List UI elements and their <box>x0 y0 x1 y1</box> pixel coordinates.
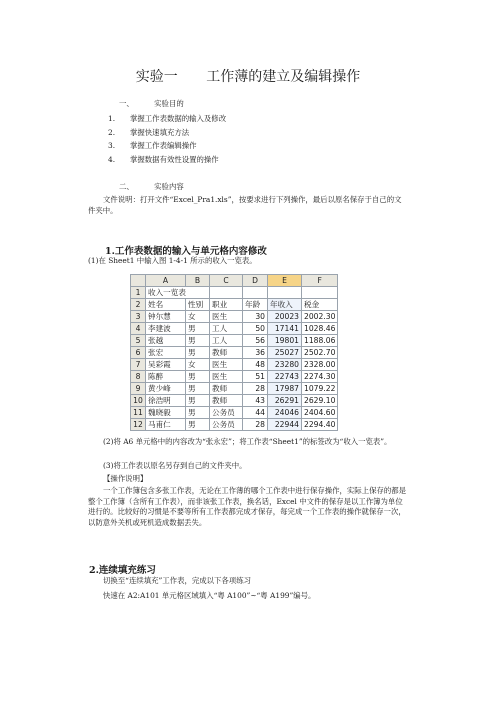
title-part2: 工作薄的建立及编辑操作 <box>206 69 361 85</box>
step3-text: (3)将工作表以原名另存到自己的文件夹中。 <box>103 461 247 470</box>
section1-heading-text: 实验目的 <box>154 99 184 108</box>
table-cell: 2328.00 <box>302 359 338 371</box>
table-cell: 张宏 <box>146 347 186 359</box>
part2-line2: 快速在 A2:A101 单元格区域填入“粤 A100”~“粤 A199”编号。 <box>103 591 316 600</box>
table-cell: 17141 <box>268 323 302 335</box>
file-description: 文件说明：打开文件“Excel_Pra1.xls”，按要求进行下列操作，最后以原名保存于自己的文件夹中。 <box>88 195 402 215</box>
table-cell: 教师 <box>210 347 243 359</box>
part2-line1: 切换至“连续填充”工作表，完成以下各项练习 <box>103 576 251 585</box>
table-cell: 李建波 <box>146 323 186 335</box>
table-cell: 男 <box>186 407 210 419</box>
table-cell: 1028.46 <box>302 323 338 335</box>
objective-list <box>108 114 226 168</box>
table-cell: 2002.30 <box>302 311 338 323</box>
table-cell: 1188.06 <box>302 335 338 347</box>
list-item: 2. 掌握快速填充方法 <box>108 127 190 137</box>
table-cell: 2294.40 <box>302 419 338 431</box>
table-cell: 51 <box>243 371 268 383</box>
table-cell: 职业 <box>210 299 243 311</box>
table-cell: 1079.22 <box>302 383 338 395</box>
section2-heading <box>119 182 184 192</box>
list-item: 4. 掌握数据有效性设置的操作 <box>108 154 219 164</box>
table-cell: 姓名 <box>146 299 186 311</box>
table-cell: 2404.60 <box>302 407 338 419</box>
table-cell: 年收入 <box>268 299 302 311</box>
table-cell: 黄少峰 <box>146 383 186 395</box>
table-cell: 医生 <box>210 311 243 323</box>
table-row <box>131 383 338 395</box>
row-header: 6 <box>131 347 146 359</box>
table-row <box>131 311 338 323</box>
table-cell: 30 <box>243 311 268 323</box>
table-row <box>131 395 338 407</box>
row-header: 9 <box>131 383 146 395</box>
list-item: 3. 掌握工作表编辑操作 <box>108 141 197 150</box>
table-cell-empty <box>210 287 243 299</box>
table-cell: 25027 <box>268 347 302 359</box>
spreadsheet <box>130 274 338 431</box>
table-cell: 20023 <box>268 311 302 323</box>
sheet-corner <box>131 275 146 287</box>
table-cell-empty <box>268 287 302 299</box>
row-header: 8 <box>131 371 146 383</box>
step2-text: (2)将 A6 单元格中的内容改为“张永宏”；将工作表“Sheet1”的标签改为“收入一览表”。 <box>103 437 392 446</box>
table-cell: 36 <box>243 347 268 359</box>
table-cell: 男 <box>186 395 210 407</box>
table-row <box>131 299 338 311</box>
table-cell: 28 <box>243 383 268 395</box>
row-header: 4 <box>131 323 146 335</box>
table-cell: 年龄 <box>243 299 268 311</box>
table-cell: 收入一览表 <box>146 287 210 299</box>
table-cell: 医生 <box>210 371 243 383</box>
table-cell: 28 <box>243 419 268 431</box>
table-cell: 50 <box>243 323 268 335</box>
table-cell: 张越 <box>146 335 186 347</box>
table-cell-empty <box>302 287 338 299</box>
table-row <box>131 419 338 431</box>
table-row <box>131 335 338 347</box>
table-cell: 工人 <box>210 323 243 335</box>
table-cell: 23280 <box>268 359 302 371</box>
row-header: 2 <box>131 299 146 311</box>
note-text: 一个工作簿包含多张工作表，无论在工作薄的哪个工作表中进行保存操作，实际上保存的都是整个工作簿（含所有工作表），而非该张工作表，换名话，Excel 中文件的保存是以工作簿为单位进行的。比较好的习惯是不要等所有工作表都完成才保存，每完成一个工作表的操作就保存一次，以防意外关机或死机造成数据丢失。 <box>88 486 407 527</box>
part2-heading: 2.连续填充练习 <box>89 565 156 576</box>
section2-heading-text: 实验内容 <box>154 182 184 191</box>
table-cell: 22743 <box>268 371 302 383</box>
table-cell: 陈醉 <box>146 371 186 383</box>
table-cell: 公务员 <box>210 419 243 431</box>
step1-text: (1)在 Sheet1 中输入图 1-4-1 所示的收入一览表。 <box>88 256 257 265</box>
section1-heading-num: 一、 <box>119 99 134 108</box>
table-cell: 马甫仁 <box>146 419 186 431</box>
table-cell: 2502.70 <box>302 347 338 359</box>
table-row <box>131 371 338 383</box>
table-cell: 2629.10 <box>302 395 338 407</box>
table-cell: 43 <box>243 395 268 407</box>
table-cell: 男 <box>186 323 210 335</box>
row-header: 3 <box>131 311 146 323</box>
table-cell: 24046 <box>268 407 302 419</box>
table-cell: 钟尔慧 <box>146 311 186 323</box>
row-header: 7 <box>131 359 146 371</box>
table-cell: 徐浩明 <box>146 395 186 407</box>
table-cell: 男 <box>186 419 210 431</box>
column-header-selected: E <box>268 275 302 287</box>
table-cell: 19801 <box>268 335 302 347</box>
row-header: 12 <box>131 419 146 431</box>
table-cell: 48 <box>243 359 268 371</box>
table-cell: 男 <box>186 383 210 395</box>
table-cell: 男 <box>186 371 210 383</box>
table-cell: 魏晓毅 <box>146 407 186 419</box>
part1-heading: 1.工作表数据的输入与单元格内容修改 <box>105 246 267 257</box>
table-row <box>131 407 338 419</box>
table-cell-empty <box>243 287 268 299</box>
table-cell: 教师 <box>210 395 243 407</box>
list-item: 1. 掌握工作表数据的输入及修改 <box>108 114 227 123</box>
table-cell: 税金 <box>302 299 338 311</box>
table-cell: 56 <box>243 335 268 347</box>
column-header: C <box>210 275 243 287</box>
table-cell: 17987 <box>268 383 302 395</box>
table-row <box>131 359 338 371</box>
row-header: 10 <box>131 395 146 407</box>
table-row <box>131 287 338 299</box>
table-cell: 教师 <box>210 383 243 395</box>
table-cell: 22944 <box>268 419 302 431</box>
column-header: A <box>146 275 186 287</box>
table-row <box>131 323 338 335</box>
section2-heading-num: 二、 <box>119 182 134 191</box>
column-header: D <box>243 275 268 287</box>
table-cell: 26291 <box>268 395 302 407</box>
table-cell: 2274.30 <box>302 371 338 383</box>
row-header: 11 <box>131 407 146 419</box>
table-cell: 女 <box>186 359 210 371</box>
table-cell: 女 <box>186 311 210 323</box>
row-header: 1 <box>131 287 146 299</box>
table-cell: 医生 <box>210 359 243 371</box>
column-header: F <box>302 275 338 287</box>
note-title: 【操作说明】 <box>103 474 148 483</box>
table-cell: 吴彩霞 <box>146 359 186 371</box>
table-row <box>131 347 338 359</box>
table-cell: 男 <box>186 347 210 359</box>
row-header: 5 <box>131 335 146 347</box>
table-cell: 44 <box>243 407 268 419</box>
section1-heading <box>119 99 184 109</box>
title-part1: 实验一 <box>135 69 178 85</box>
page-title <box>0 66 496 86</box>
table-cell: 公务员 <box>210 407 243 419</box>
table-cell: 男 <box>186 335 210 347</box>
column-header: B <box>186 275 210 287</box>
table-cell: 性别 <box>186 299 210 311</box>
table-cell: 工人 <box>210 335 243 347</box>
